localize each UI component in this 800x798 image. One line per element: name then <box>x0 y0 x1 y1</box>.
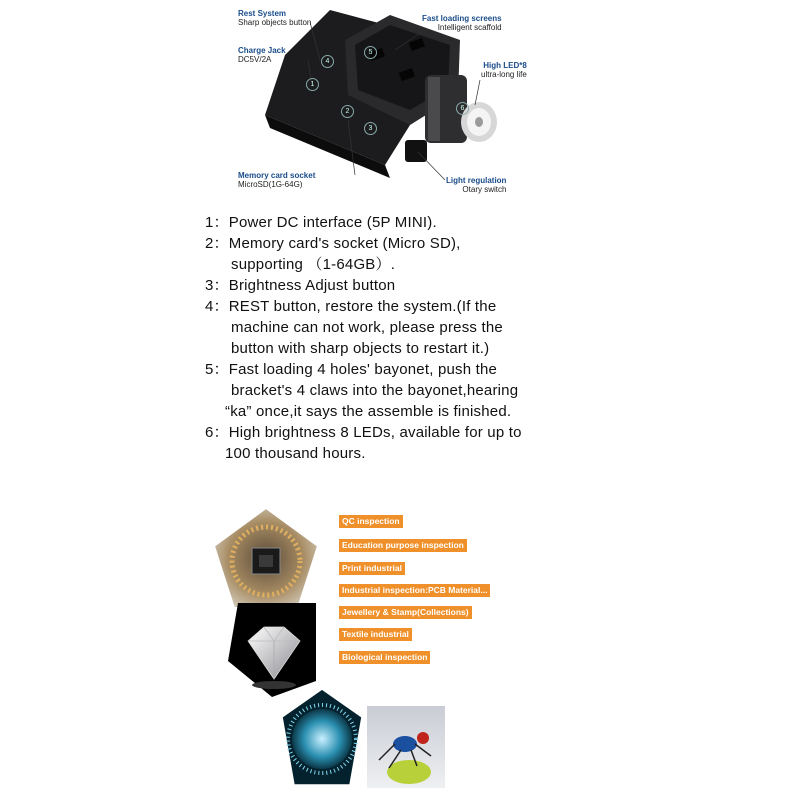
callout-subtitle: DC5V/2A <box>238 55 272 65</box>
callout-title: High LED*8 <box>483 61 527 70</box>
description-line-2: 2：Memory card's socket (Micro SD), <box>205 235 461 252</box>
callout-subtitle: Intelligent scaffold <box>437 23 502 33</box>
callout-subtitle: ultra-long life <box>481 70 527 80</box>
callout-subtitle: MicroSD(1G-64G) <box>238 180 303 190</box>
callout-led <box>481 61 527 79</box>
description-line-4c: button with sharp objects to restart it.) <box>231 340 490 357</box>
feature-description-list <box>205 212 625 464</box>
description-line-5: 5：Fast loading 4 holes' bayonet, push the <box>205 361 498 378</box>
marker-6: 6 <box>456 102 469 115</box>
description-line-1: 1：Power DC interface (5P MINI). <box>205 214 437 231</box>
app-tag-qc: QC inspection <box>339 515 403 528</box>
callout-title: Fast loading screens <box>422 14 502 23</box>
description-line-5c: “ka” once,it says the assemble is finished. <box>225 403 512 420</box>
chip-image <box>212 506 320 610</box>
marker-3: 3 <box>364 122 377 135</box>
callout-title: Memory card socket <box>238 171 316 180</box>
app-tag-textile: Textile industrial <box>339 628 412 641</box>
callout-subtitle: Otary switch <box>462 185 507 195</box>
device-figure <box>230 0 530 200</box>
callout-light <box>446 176 506 194</box>
callout-title: Light regulation <box>446 176 507 185</box>
callout-fast <box>422 14 502 32</box>
callout-memory <box>238 171 315 189</box>
app-tag-education: Education purpose inspection <box>339 539 467 552</box>
description-line-6b: 100 thousand hours. <box>225 445 366 462</box>
callout-charge <box>238 46 286 64</box>
description-line-4: 4：REST button, restore the system.(If the <box>205 298 497 315</box>
app-tag-jewellery: Jewellery & Stamp(Collections) <box>339 606 472 619</box>
microbe-image <box>280 687 364 787</box>
insect-image <box>365 704 447 790</box>
callout-subtitle: Sharp objects button <box>238 18 312 28</box>
callout-rest <box>238 9 311 27</box>
marker-1: 1 <box>306 78 319 91</box>
marker-2: 2 <box>341 105 354 118</box>
description-line-6: 6：High brightness 8 LEDs, available for up to <box>205 424 522 441</box>
app-tag-pcb: Industrial inspection:PCB Material... <box>339 584 490 597</box>
description-line-5b: bracket's 4 claws into the bayonet,hearing <box>231 382 519 399</box>
app-tag-print: Print industrial <box>339 562 405 575</box>
app-tag-biological: Biological inspection <box>339 651 430 664</box>
diamond-image <box>226 601 318 699</box>
marker-5: 5 <box>364 46 377 59</box>
callout-title: Rest System <box>238 9 287 18</box>
marker-4: 4 <box>321 55 334 68</box>
description-line-2b: supporting （1-64GB）. <box>231 256 396 273</box>
description-line-3: 3：Brightness Adjust button <box>205 277 396 294</box>
callout-title: Charge Jack <box>238 46 286 55</box>
description-line-4b: machine can not work, please press the <box>231 319 503 336</box>
